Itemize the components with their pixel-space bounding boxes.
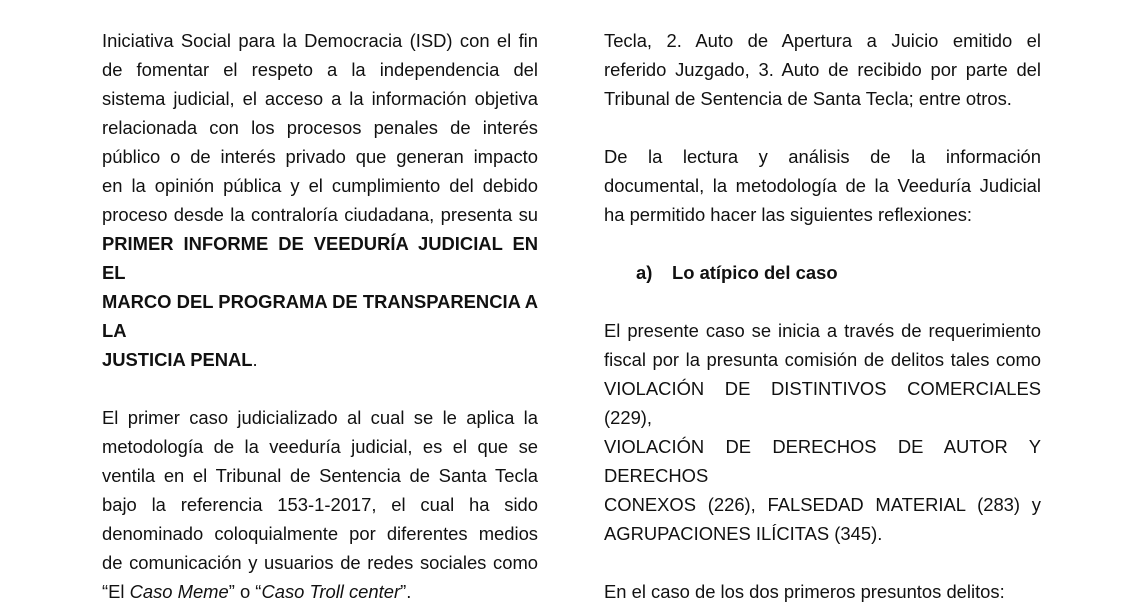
right-column xyxy=(604,26,1041,606)
text-line: documental, la metodología de la Veeduría Judicial xyxy=(604,175,1041,196)
quote-text: ” o “ xyxy=(228,581,262,602)
text-line: fiscal por la presunta comisión de delitos tales como xyxy=(604,349,1041,370)
charges-paragraph xyxy=(604,316,1041,548)
quote-text: “El xyxy=(102,581,130,602)
text-line: Tribunal de Sentencia de Santa Tecla; entre otros. xyxy=(604,88,1012,109)
case-troll-name: Caso Troll center xyxy=(261,581,401,602)
report-title-text: PRIMER INFORME DE VEEDURÍA JUDICIAL EN EL xyxy=(102,233,538,283)
report-title-line xyxy=(102,229,538,287)
documents-paragraph xyxy=(604,26,1041,113)
text-line: en la opinión pública y el cumplimiento del debido xyxy=(102,175,538,196)
reflections-paragraph xyxy=(604,142,1041,229)
text-line: Tecla, 2. Auto de Apertura a Juicio emitido el xyxy=(604,30,1041,51)
text-line: bajo la referencia 153-1-2017, el cual ha sido xyxy=(102,494,538,515)
text-line: Iniciativa Social para la Democracia (ISD) con el fin xyxy=(102,30,538,51)
report-title-text: MARCO DEL PROGRAMA DE TRANSPARENCIA A LA xyxy=(102,291,538,341)
text-line: ha permitido hacer las siguientes reflexiones: xyxy=(604,204,973,225)
text-line: referido Juzgado, 3. Auto de recibido por parte del xyxy=(604,59,1041,80)
text-line: De la lectura y análisis de la información xyxy=(604,146,1041,167)
text-line: VIOLACIÓN DE DERECHOS DE AUTOR Y DERECHOS xyxy=(604,436,1041,486)
report-title-line xyxy=(102,287,538,345)
text-line: ventila en el Tribunal de Sentencia de Santa Tecla xyxy=(102,465,538,486)
text-line: AGRUPACIONES ILÍCITAS (345). xyxy=(604,523,883,544)
report-title-text: JUSTICIA PENAL xyxy=(102,349,253,370)
text-line: metodología de la veeduría judicial, es el que se xyxy=(102,436,538,457)
case-paragraph xyxy=(102,403,538,606)
text-line: de fomentar el respeto a la independencia del xyxy=(102,59,538,80)
text-line: sistema judicial, el acceso a la información objetiva xyxy=(102,88,538,109)
crimes-intro-line: En el caso de los dos primeros presuntos delitos: xyxy=(604,581,1005,602)
quote-text: ”. xyxy=(400,581,412,602)
text-line: público o de interés privado que generan impacto xyxy=(102,146,538,167)
left-column xyxy=(102,26,538,606)
text-line: El primer caso judicializado al cual se le aplica la xyxy=(102,407,538,428)
text-line: VIOLACIÓN DE DISTINTIVOS COMERCIALES (229), xyxy=(604,378,1041,428)
section-heading xyxy=(604,258,1041,287)
report-title-line xyxy=(102,345,538,374)
text-line xyxy=(102,577,538,606)
text-line: relacionada con los procesos penales de interés xyxy=(102,117,538,138)
text-line: de comunicación y usuarios de redes sociales como xyxy=(102,552,538,573)
text-line: denominado coloquialmente por diferentes medios xyxy=(102,523,538,544)
case-meme-name: Caso Meme xyxy=(129,581,229,602)
period: . xyxy=(252,349,258,370)
intro-paragraph xyxy=(102,26,538,374)
heading-text: Lo atípico del caso xyxy=(672,262,838,283)
text-line: proceso desde la contraloría ciudadana, presenta su xyxy=(102,204,538,225)
text-line: El presente caso se inicia a través de requerimiento xyxy=(604,320,1041,341)
heading-label: a) xyxy=(636,262,653,283)
text-line: CONEXOS (226), FALSEDAD MATERIAL (283) y xyxy=(604,494,1041,515)
